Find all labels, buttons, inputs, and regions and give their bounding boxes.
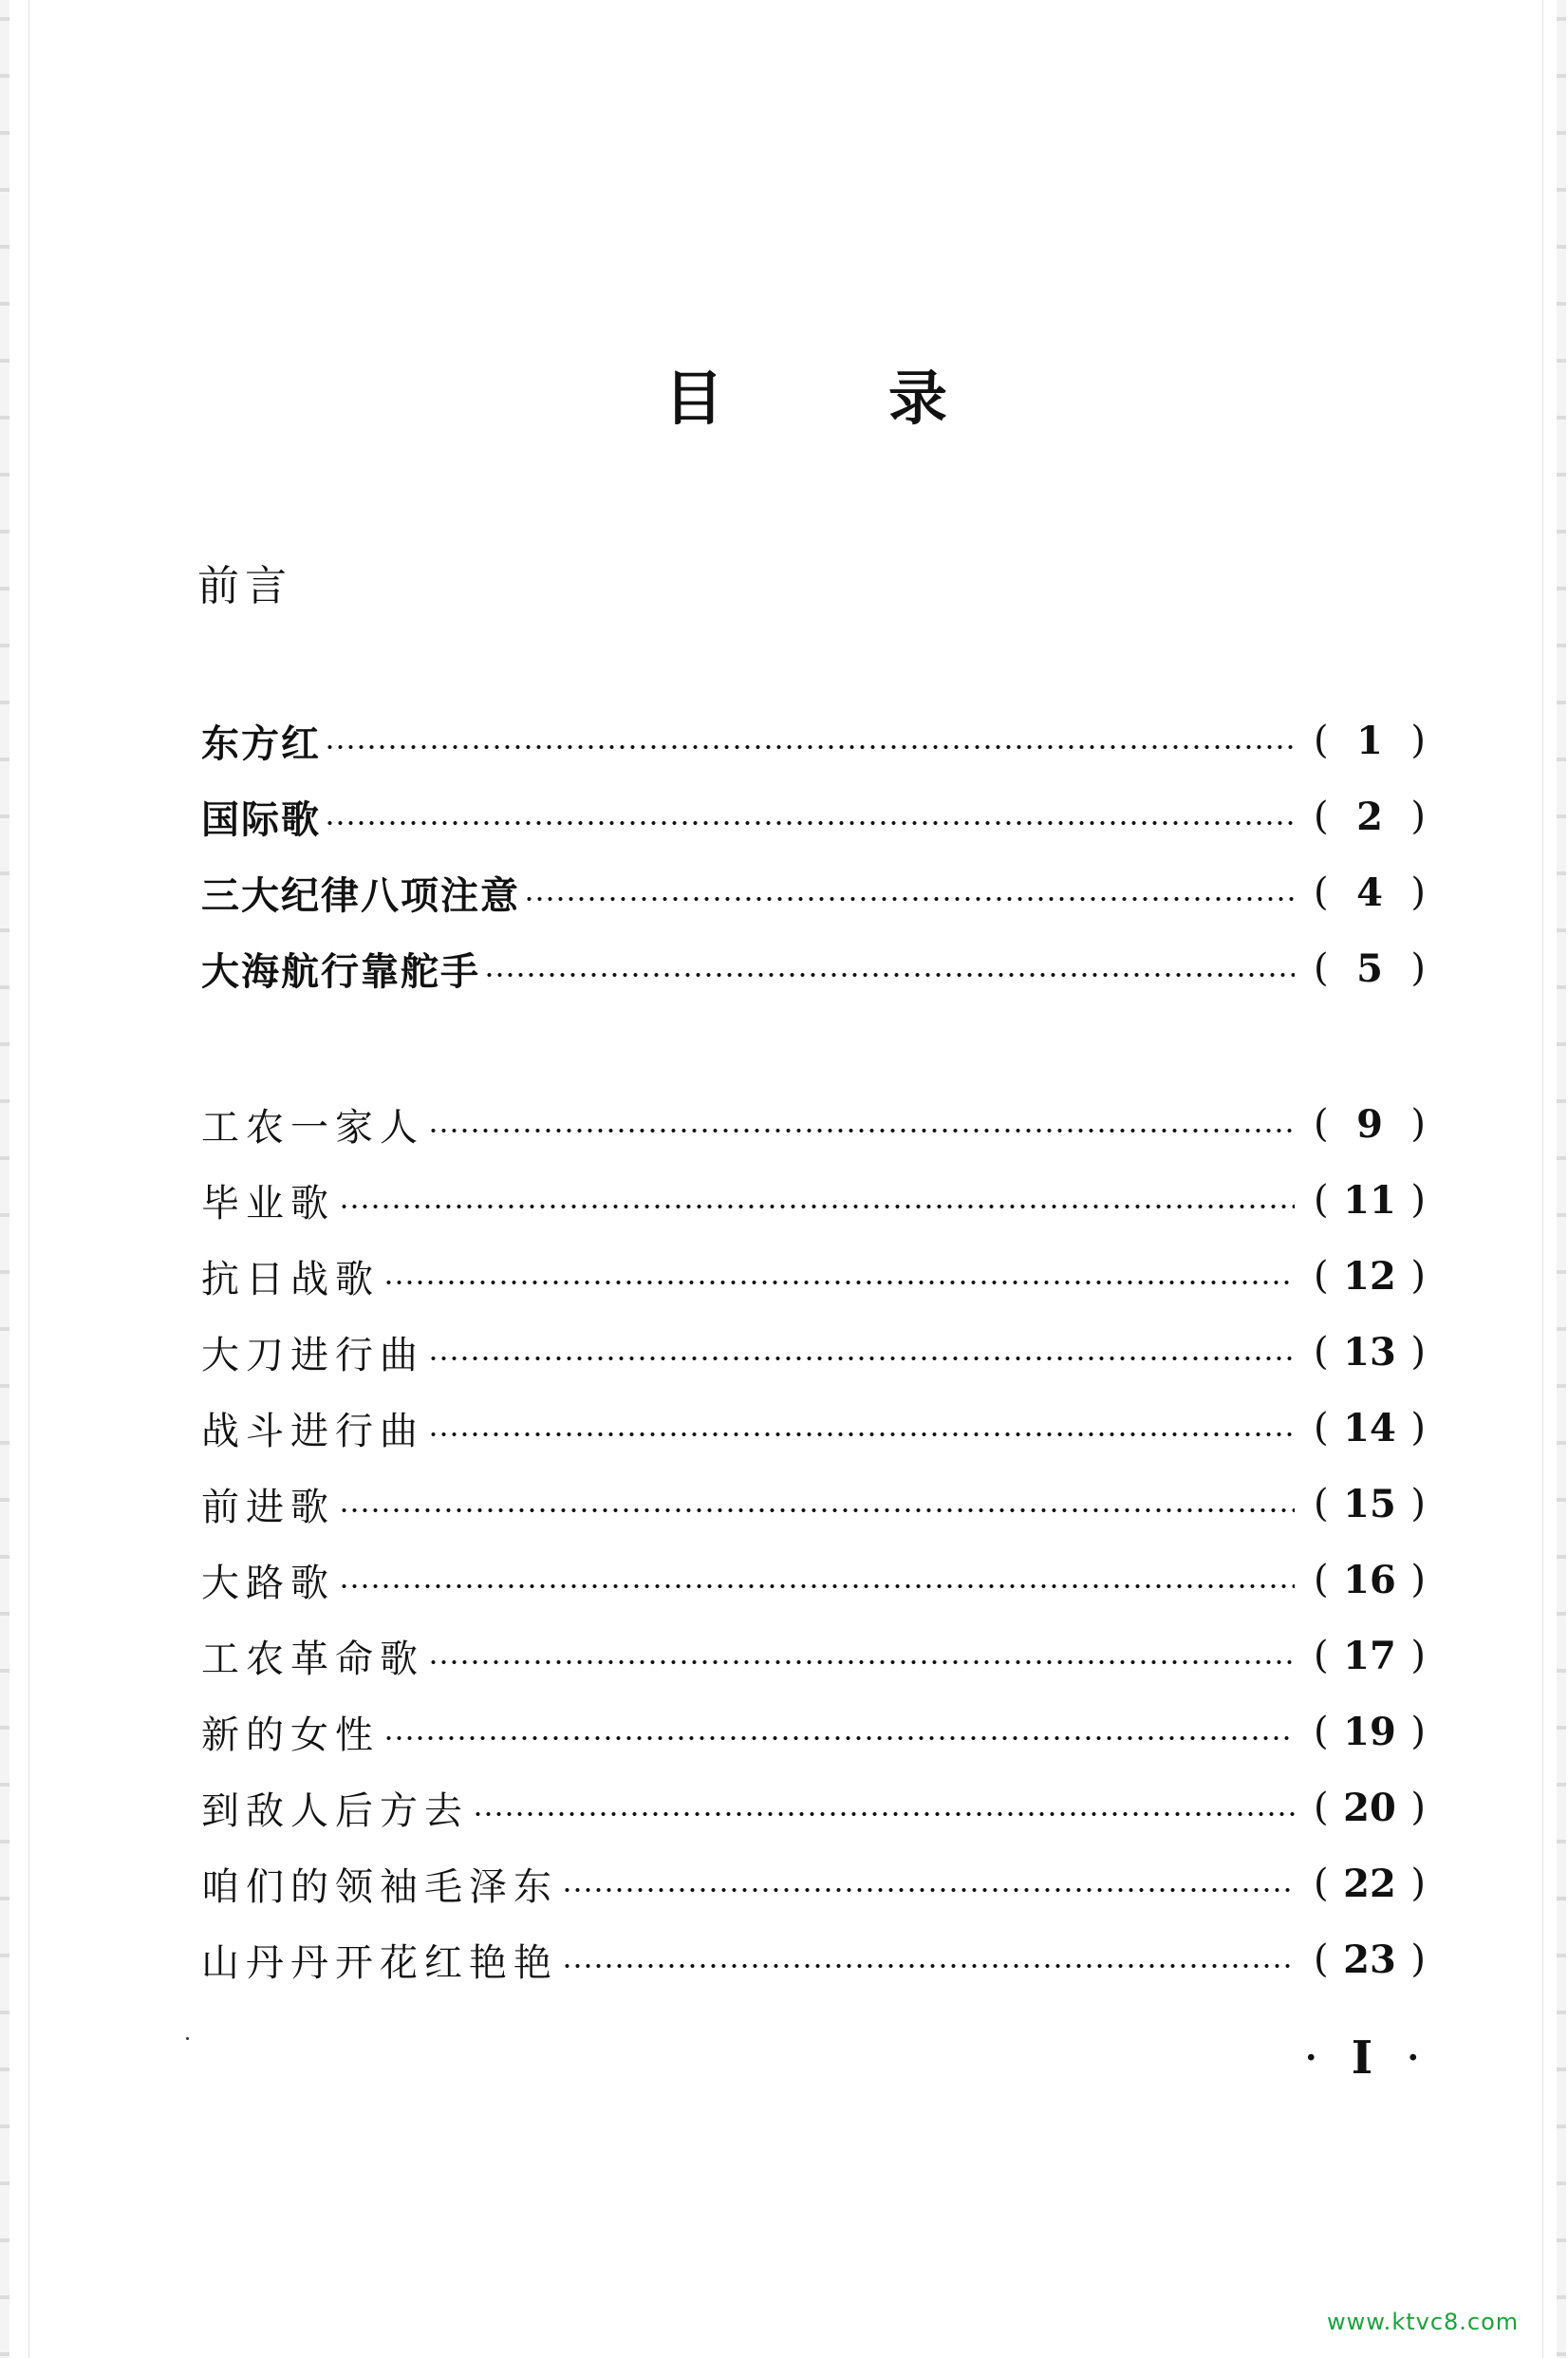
dot-leader	[339, 1507, 1295, 1513]
page-number: 4	[1356, 870, 1383, 915]
paren-close: )	[1410, 1482, 1426, 1525]
paren-open: (	[1314, 1862, 1329, 1905]
dot-leader	[562, 1963, 1295, 1969]
entry-title: 工农一家人	[201, 1105, 424, 1150]
left-edge-strip	[0, 0, 9, 2358]
entry-page-ref	[1314, 1937, 1426, 1982]
paren-open: (	[1314, 1786, 1329, 1829]
left-edge-line	[28, 0, 29, 2358]
entry-title: 到敌人后方去	[201, 1788, 469, 1833]
page-number: 17	[1343, 1633, 1396, 1678]
dot-leader	[473, 1811, 1295, 1817]
dot-leader	[428, 1128, 1295, 1133]
scan-speck	[186, 2037, 189, 2040]
entry-title: 新的女性	[201, 1712, 380, 1757]
paren-open: (	[1314, 870, 1329, 914]
paren-open: (	[1314, 1482, 1329, 1525]
dot-leader	[428, 1659, 1295, 1665]
paren-close: )	[1410, 1786, 1426, 1829]
page-number: 5	[1356, 945, 1383, 991]
right-edge-strip	[1557, 0, 1566, 2358]
page-number: 15	[1343, 1481, 1396, 1526]
paren-open: (	[1314, 1330, 1329, 1374]
paren-close: )	[1410, 1862, 1426, 1905]
entry-page-ref	[1314, 1254, 1426, 1299]
paren-close: )	[1410, 1558, 1426, 1601]
folio-dot-left: ·	[1305, 2038, 1317, 2078]
toc-entry	[201, 1171, 1426, 1228]
toc-entry	[201, 1855, 1426, 1912]
paren-open: (	[1314, 1634, 1329, 1677]
dot-leader	[383, 1735, 1295, 1741]
entry-title: 前进歌	[201, 1485, 335, 1529]
entry-page-ref	[1314, 1102, 1426, 1147]
folio-dot-right: ·	[1407, 2038, 1419, 2078]
toc-entry	[201, 864, 1426, 921]
entry-title: 东方红	[201, 721, 321, 766]
paren-close: )	[1410, 719, 1426, 762]
toc-entry	[201, 1779, 1426, 1836]
paren-close: )	[1410, 870, 1426, 914]
toc-entry	[201, 1247, 1426, 1304]
title-char-1: 目	[664, 364, 724, 433]
dot-leader	[325, 744, 1295, 750]
entry-page-ref	[1314, 1330, 1426, 1375]
dot-leader	[339, 1204, 1295, 1209]
entry-title: 大刀进行曲	[201, 1333, 424, 1377]
paren-close: )	[1410, 1710, 1426, 1753]
entry-page-ref	[1314, 946, 1426, 991]
right-edge-line	[1542, 0, 1543, 2358]
paren-open: (	[1314, 1178, 1329, 1222]
watermark-text: www.ktvc8.com	[1327, 2309, 1520, 2335]
toc-entry	[201, 1931, 1426, 1988]
paren-open: (	[1314, 1254, 1329, 1298]
paren-close: )	[1410, 1634, 1426, 1677]
page-number: 19	[1343, 1709, 1396, 1754]
paren-open: (	[1314, 1406, 1329, 1450]
paren-close: )	[1410, 1937, 1426, 1981]
paren-open: (	[1314, 1937, 1329, 1981]
dot-leader	[428, 1356, 1295, 1361]
toc-entry	[201, 1323, 1426, 1380]
paren-close: )	[1410, 1406, 1426, 1450]
page-number: 22	[1343, 1861, 1396, 1906]
paren-close: )	[1410, 946, 1426, 990]
dot-leader	[484, 972, 1295, 978]
page-number: 13	[1343, 1329, 1396, 1375]
paren-open: (	[1314, 946, 1329, 990]
dot-leader	[383, 1280, 1295, 1285]
paren-close: )	[1410, 1254, 1426, 1298]
page-number: 1	[1356, 718, 1383, 763]
entry-page-ref	[1314, 795, 1426, 839]
toc-entry	[201, 1475, 1426, 1532]
dot-leader	[428, 1432, 1295, 1437]
page-number: 9	[1356, 1101, 1383, 1147]
entry-page-ref	[1314, 719, 1426, 763]
page-number: 14	[1343, 1405, 1396, 1450]
entry-page-ref	[1314, 1406, 1426, 1450]
paren-open: (	[1314, 719, 1329, 762]
title-char-2: 录	[888, 364, 948, 433]
page-number: 20	[1343, 1785, 1396, 1830]
paren-close: )	[1410, 1330, 1426, 1374]
paren-open: (	[1314, 1102, 1329, 1146]
toc-entry	[201, 1703, 1426, 1760]
entry-title: 毕业歌	[201, 1181, 335, 1226]
entry-title: 三大纪律八项注意	[201, 873, 520, 918]
entry-title: 工农革命歌	[201, 1637, 424, 1681]
page-number: 11	[1343, 1177, 1396, 1223]
entry-page-ref	[1314, 1482, 1426, 1526]
folio-number: I	[1351, 2031, 1373, 2085]
toc-entry	[201, 1551, 1426, 1608]
dot-leader	[339, 1583, 1295, 1589]
entry-title: 大路歌	[201, 1561, 335, 1605]
entry-page-ref	[1314, 1178, 1426, 1223]
dot-leader	[325, 820, 1295, 826]
folio	[1305, 2031, 1419, 2085]
entry-page-ref	[1314, 1710, 1426, 1754]
toc-entry	[201, 712, 1426, 769]
toc-entry	[201, 788, 1426, 845]
paren-open: (	[1314, 1558, 1329, 1601]
entry-page-ref	[1314, 870, 1426, 915]
page-number: 12	[1343, 1253, 1396, 1299]
preface-heading: 前言	[197, 562, 292, 610]
entry-page-ref	[1314, 1558, 1426, 1602]
entry-page-ref	[1314, 1786, 1426, 1830]
paren-close: )	[1410, 1102, 1426, 1146]
paren-close: )	[1410, 795, 1426, 838]
paren-open: (	[1314, 795, 1329, 838]
entry-title: 大海航行靠舵手	[201, 949, 480, 994]
toc-entry	[201, 940, 1426, 997]
entry-title: 战斗进行曲	[201, 1409, 424, 1453]
toc-entry	[201, 1095, 1426, 1152]
page-number: 23	[1343, 1937, 1396, 1982]
paren-close: )	[1410, 1178, 1426, 1222]
paren-open: (	[1314, 1710, 1329, 1753]
entry-title: 抗日战歌	[201, 1257, 380, 1301]
entry-title: 国际歌	[201, 797, 321, 842]
dot-leader	[562, 1887, 1295, 1893]
dot-leader	[524, 896, 1295, 902]
page-number: 16	[1343, 1557, 1396, 1602]
entry-page-ref	[1314, 1634, 1426, 1678]
entry-title: 山丹丹开花红艳艳	[201, 1940, 558, 1985]
entry-title: 咱们的领袖毛泽东	[201, 1864, 558, 1909]
entry-page-ref	[1314, 1862, 1426, 1906]
toc-entry	[201, 1627, 1426, 1684]
toc-entry	[201, 1399, 1426, 1456]
page-number: 2	[1356, 794, 1383, 839]
